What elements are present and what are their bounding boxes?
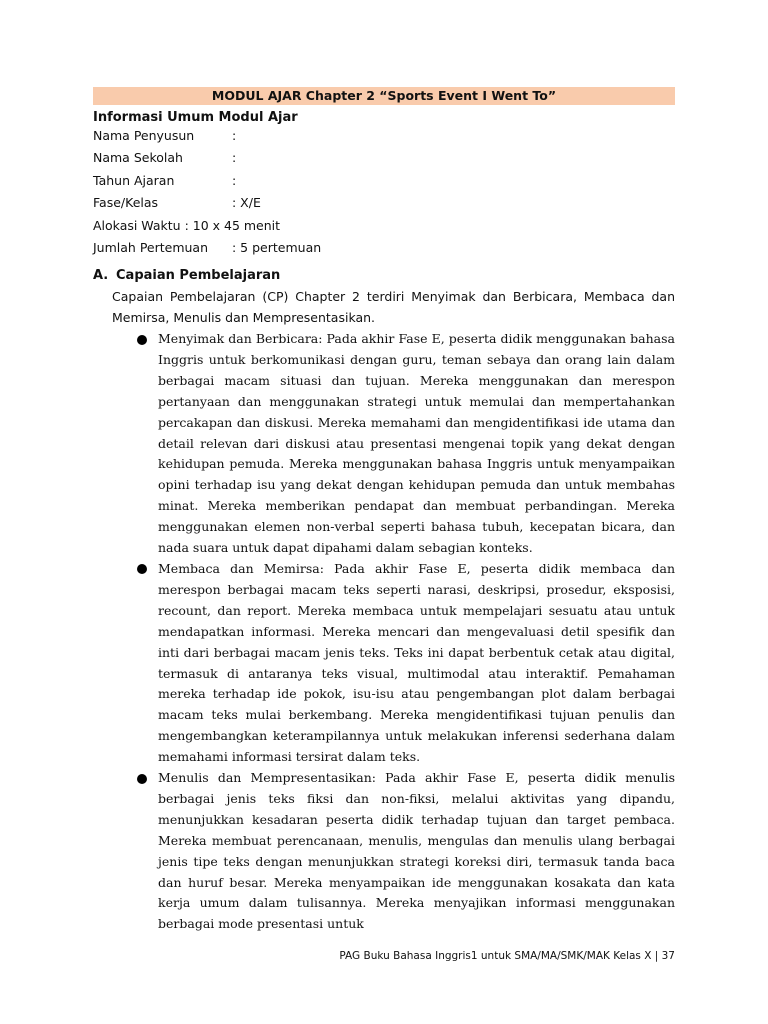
page-footer: PAG Buku Bahasa Inggris1 untuk SMA/MA/SMK/MAK Kelas X | 37 [339, 950, 675, 962]
info-label: Jumlah Pertemuan [93, 239, 209, 255]
info-label: Nama Sekolah [93, 150, 183, 166]
section-a-intro: Capaian Pembelajaran (CP) Chapter 2 terdiri Menyimak dan Berbicara, Membaca dan Memirsa, Menulis dan Mempresentasikan. [112, 289, 675, 325]
section-letter: A. [93, 268, 109, 283]
list-item [133, 329, 675, 559]
list-item-text: Menyimak dan Berbicara: Pada akhir Fase E, peserta didik menggunakan bahasa Inggris untuk berkomunikasi dengan guru, teman sebaya dan orang lain dalam berbagai macam situasi dan tujuan. Mereka menggunakan dan merespon pertanyaan dan menggunakan strategi untuk memulai dan mempertahankan percakapan dan diskusi. Mereka memahami dan mengidentifikasi ide utama dan detail relevan dari diskusi atau presentasi mengenai topik yang dekat dengan kehidupan pemuda. Mereka menggunakan bahasa Inggris untuk menyampaikan opini terhadap isu yang dekat dengan kehidupan pemuda dan untuk membahas minat. Mereka memberikan pendapat dan membuat perbandingan. Mereka menggunakan elemen non-verbal seperti bahasa tubuh, kecepatan bicara, dan nada suara untuk dapat dipahami dalam sebagian konteks. [158, 331, 675, 556]
list-item-text: Membaca dan Memirsa: Pada akhir Fase E, peserta didik membaca dan merespon berbagai macam teks seperti narasi, deskripsi, prosedur, eksposisi, recount, dan report. Mereka membaca untuk mempelajari sesuatu atau untuk mendapatkan informasi. Mereka mencari dan mengevaluasi detil spesifik dan inti dari berbagai macam jenis teks. Teks ini dapat berbentuk cetak atau digital, termasuk di antaranya teks visual, multimodal atau interaktif. Pemahaman mereka terhadap ide pokok, isu-isu atau pengembangan plot dalam berbagai macam teks mulai berkembang. Mereka mengidentifikasi tujuan penulis dan mengembangkan keterampilannya untuk melakukan inferensi sederhana dalam memahami informasi tersirat dalam teks. [158, 560, 675, 765]
section-title: Capaian Pembelajaran [116, 268, 281, 283]
info-value: : 5 pertemuan [232, 239, 322, 255]
info-label: Tahun Ajaran [93, 172, 175, 188]
info-value: : [232, 150, 237, 166]
info-value: : X/E [232, 195, 261, 211]
bullet-dot-icon [137, 335, 147, 345]
list-item [133, 559, 675, 768]
section-a-heading [93, 268, 280, 283]
info-label: Nama Penyusun [93, 128, 195, 143]
bullet-list [133, 329, 675, 935]
bullet-dot-icon [137, 774, 147, 784]
info-value: : [232, 128, 237, 143]
info-label: Fase/Kelas [93, 195, 159, 211]
module-title-bar: MODUL AJAR Chapter 2 “Sports Event I Went To” [93, 87, 675, 105]
list-item-text: Menulis dan Mempresentasikan: Pada akhir Fase E, peserta didik menulis berbagai jenis teks fiksi dan non-fiksi, melalui aktivitas yang dipandu, menunjukkan kesadaran peserta didik terhadap tujuan dan target pembaca. Mereka membuat perencanaan, menulis, mengulas dan menulis ulang berbagai jenis tipe teks dengan menunjukkan strategi koreksi diri, termasuk tanda baca dan huruf besar. Mereka menyampaikan ide menggunakan kosakata dan kata kerja umum dalam tulisannya. Mereka menyajikan informasi menggunakan berbagai mode presentasi untuk [158, 770, 675, 932]
info-full-text: Alokasi Waktu : 10 x 45 menit [93, 217, 281, 233]
info-value: : [232, 172, 237, 188]
bullet-dot-icon [137, 564, 147, 574]
list-item [133, 768, 675, 935]
info-heading: Informasi Umum Modul Ajar [93, 110, 298, 125]
